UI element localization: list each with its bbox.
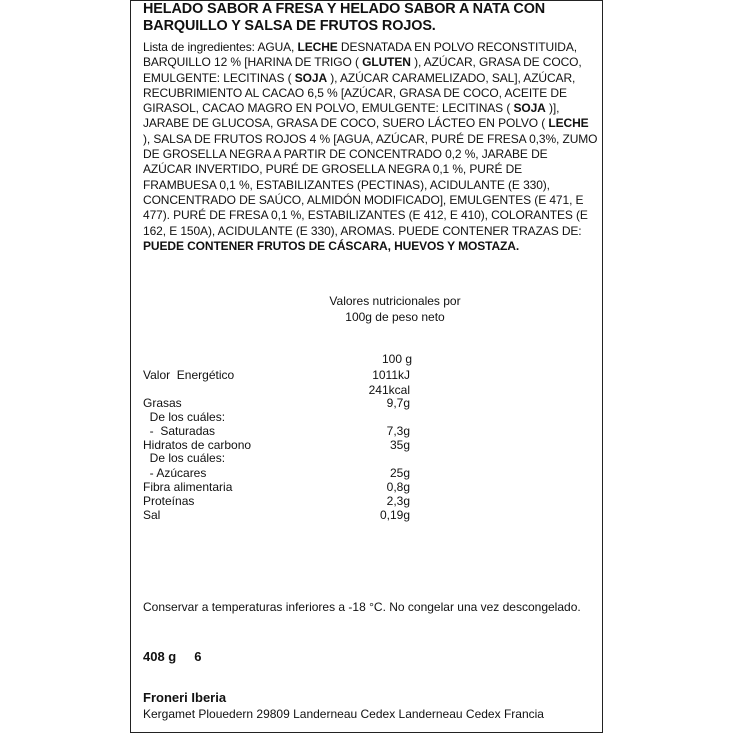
net-weight: 408 g bbox=[143, 649, 177, 664]
storage-note: Conservar a temperaturas inferiores a -18 °C. No congelar una vez descongelado. bbox=[143, 600, 581, 614]
nutrient-label: Grasas bbox=[143, 396, 182, 410]
nutrient-label: Sal bbox=[143, 508, 161, 522]
nutrient-label: - Saturadas bbox=[143, 424, 216, 438]
nutrient-label: De los cuáles: bbox=[143, 451, 226, 465]
product-title: HELADO SABOR A FRESA Y HELADO SABOR A NATA CON BARQUILLO Y SALSA DE FRUTOS ROJOS. bbox=[143, 1, 546, 34]
nutrient-label: Valor Energético bbox=[143, 368, 235, 382]
allergen-text: SOJA bbox=[294, 70, 328, 85]
ingredients-list bbox=[143, 40, 598, 254]
nutrient-label: Proteínas bbox=[143, 494, 195, 508]
ingredient-text: )], JARABE DE GLUCOSA, GRASA DE COCO, SUERO LÁCTEO EN POLVO ( bbox=[143, 101, 560, 131]
ingredient-text: ), AZÚCAR, GRASA DE COCO, EMULGENTE: LECITINAS ( bbox=[143, 55, 582, 85]
nutrient-value: 241kcal bbox=[368, 383, 410, 397]
nutrition-column-header: 100 g bbox=[382, 352, 413, 366]
allergen-text: LECHE bbox=[548, 116, 589, 131]
unit-count: 6 bbox=[194, 649, 202, 664]
nutrient-value: 25g bbox=[389, 466, 410, 480]
ingredient-text: ), SALSA DE FRUTOS ROJOS 4 % [AGUA, AZÚCAR, PURÉ DE FRESA 0,3%, ZUMO DE GROSELLA NEGRA A PARTIR DE CONCENTRADO 0,2 %, JARABE DE AZÚCAR INVERTIDO, PURÉ DE GROSELLA NEGRA 0,1 %, PURÉ DE FRAMBUESA 0,1 %, ESTABILIZANTES (PECTINAS), ACIDULANTE (E 330), CONCENTRADO DE SAÚCO, ALMIDÓN MODIFICADO], EMULGENTES (E 471, E 477). PURÉ DE FRESA 0,1 %, ESTABILIZANTES (E 412, E 410), COLORANTES (E 162, E 150A), ACIDULANTE (E 330), AROMAS. PUEDE CONTENER TRAZAS DE: bbox=[143, 131, 598, 238]
nutrition-heading-line1: Valores nutricionales por bbox=[329, 294, 461, 308]
nutrient-label: Hidratos de carbono bbox=[143, 438, 252, 452]
ingredient-text: DESNATADA EN POLVO RECONSTITUIDA, BARQUILLO 12 % [HARINA DE TRIGO ( bbox=[143, 40, 578, 70]
net-weight-line bbox=[143, 649, 219, 664]
nutrient-label: De los cuáles: bbox=[143, 410, 226, 424]
allergen-text: LECHE bbox=[297, 40, 338, 54]
nutrition-heading bbox=[300, 293, 490, 325]
allergen-text: PUEDE CONTENER FRUTOS DE CÁSCARA, HUEVOS Y MOSTAZA. bbox=[143, 238, 520, 253]
nutrient-value: 0,8g bbox=[386, 480, 410, 494]
allergen-text: SOJA bbox=[513, 101, 546, 116]
nutrient-label: - Azúcares bbox=[143, 466, 207, 480]
nutrient-value: 35g bbox=[389, 438, 410, 452]
company-address: Kergamet Plouedern 29809 Landerneau Cedex Landerneau Cedex Francia bbox=[143, 707, 544, 721]
allergen-text: GLUTEN bbox=[362, 55, 411, 70]
nutrient-value: 9,7g bbox=[386, 396, 410, 410]
nutrient-value: 2,3g bbox=[386, 494, 410, 508]
company-name: Froneri Iberia bbox=[143, 690, 227, 705]
nutrient-value: 0,19g bbox=[379, 508, 410, 522]
ingredient-text: Lista de ingredientes: AGUA, bbox=[143, 40, 298, 54]
nutrient-value: 7,3g bbox=[386, 424, 410, 438]
nutrient-value: 1011kJ bbox=[372, 368, 410, 382]
nutrition-heading-line2: 100g de peso neto bbox=[345, 310, 445, 324]
nutrient-label: Fibra alimentaria bbox=[143, 480, 233, 494]
ingredient-text: ), AZÚCAR CARAMELIZADO, SAL], AZÚCAR, RECUBRIMIENTO AL CACAO 6,5 % [AZÚCAR, GRASA DE COCO, ACEITE DE GIRASOL, CACAO MAGRO EN POLVO, EMULGENTE: LECITINAS ( bbox=[143, 70, 576, 116]
